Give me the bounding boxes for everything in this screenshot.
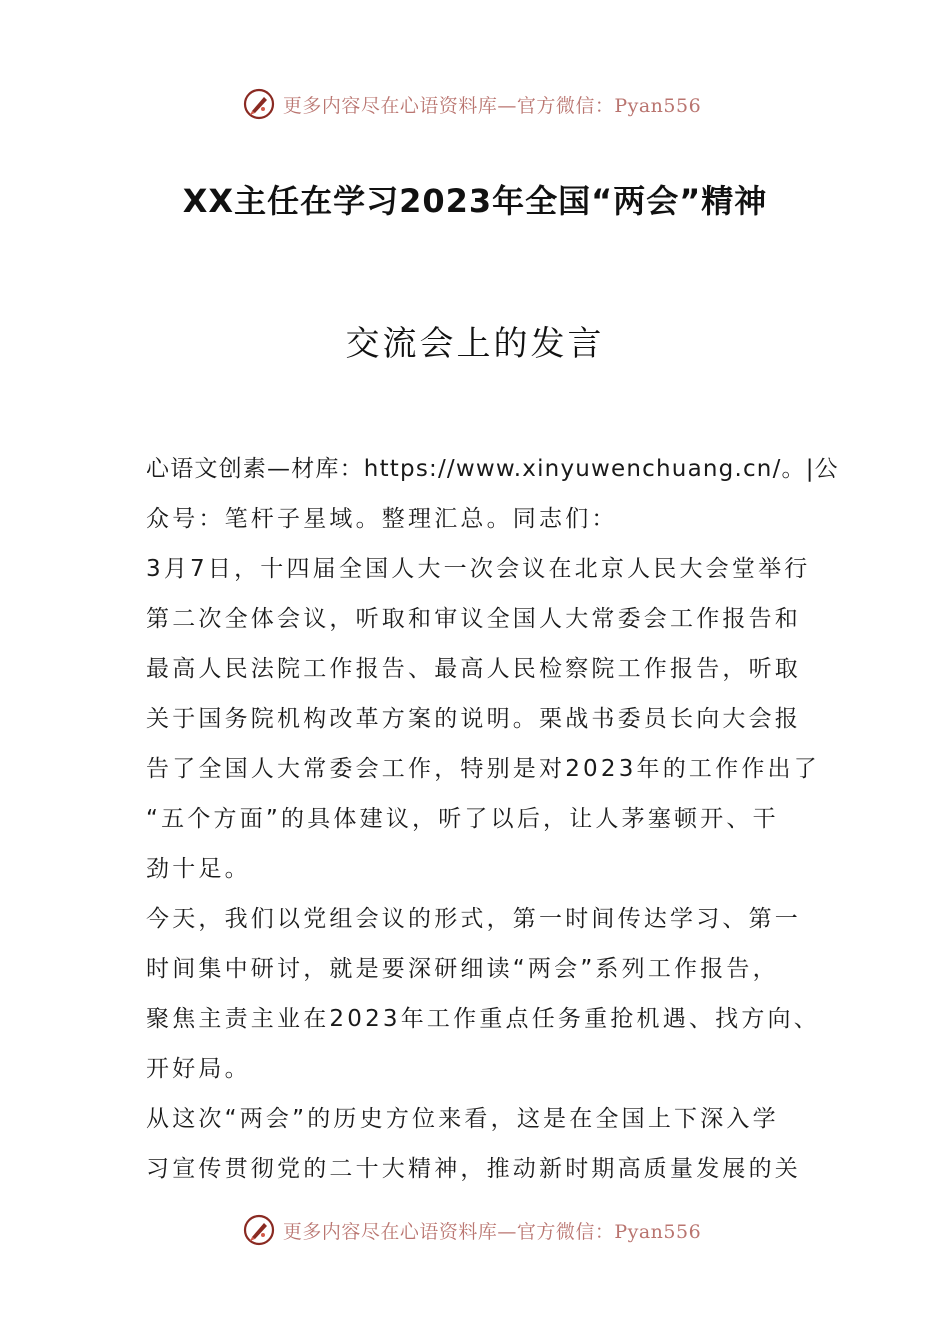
header-banner (0, 84, 950, 124)
header-banner-text: 更多内容尽在心语资料库—官方微信：Pyan556 (282, 94, 702, 117)
body-line: 习宣传贯彻党的二十大精神，推动新时期高质量发展的关 (146, 1156, 801, 1182)
header-banner-content (243, 88, 701, 120)
pen-logo-icon (243, 88, 275, 120)
body-line: 劲十足。 (146, 856, 251, 882)
body-line: 关于国务院机构改革方案的说明。栗战书委员长向大会报 (146, 706, 801, 732)
body-line: 心语文创素—材库：https://www.xinyuwenchuang.cn/。|公 (146, 456, 839, 482)
footer-banner-text: 更多内容尽在心语资料库—官方微信：Pyan556 (282, 1220, 702, 1243)
footer-banner-content (243, 1214, 701, 1246)
body-line: 众号：笔杆子星域。整理汇总。同志们： (146, 506, 618, 532)
body-line: 时间集中研讨，就是要深研细读“两会”系列工作报告， (146, 956, 779, 982)
body-line: 告了全国人大常委会工作，特别是对2023年的工作作出了 (146, 756, 820, 782)
body-line: 第二次全体会议，听取和审议全国人大常委会工作报告和 (146, 606, 801, 632)
body-line: 从这次“两会”的历史方位来看，这是在全国上下深入学 (146, 1106, 779, 1132)
document-title-line-2: 交流会上的发言 (345, 324, 605, 364)
body-line: “五个方面”的具体建议，听了以后，让人茅塞顿开、干 (146, 806, 779, 832)
body-line: 今天，我们以党组会议的形式，第一时间传达学习、第一 (146, 906, 801, 932)
footer-banner (0, 1210, 950, 1250)
pen-logo-icon (243, 1214, 275, 1246)
body-line: 开好局。 (146, 1056, 251, 1082)
document-body (146, 444, 839, 1194)
document-title-line-1: XX主任在学习2023年全国“两会”精神 (182, 182, 768, 220)
body-line: 最高人民法院工作报告、最高人民检察院工作报告，听取 (146, 656, 801, 682)
body-line: 聚焦主责主业在2023年工作重点任务重抢机遇、找方向、 (146, 1006, 820, 1032)
body-line: 3月7日，十四届全国人大一次会议在北京人民大会堂举行 (146, 556, 811, 582)
